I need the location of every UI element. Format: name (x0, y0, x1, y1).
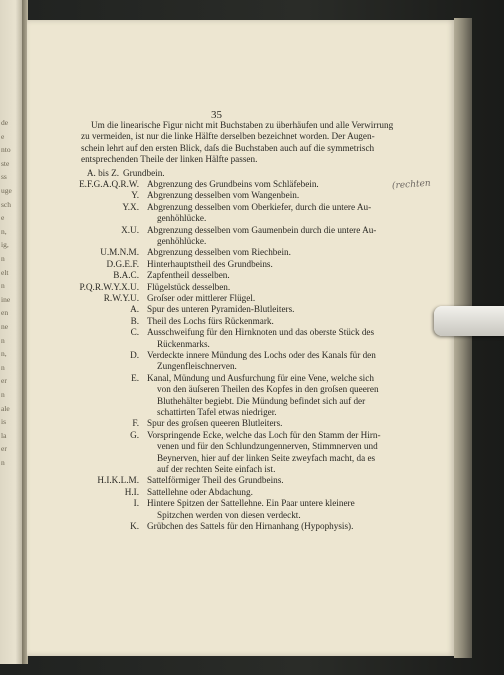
facing-page-fragment: la (1, 430, 7, 440)
page-marker-tab (434, 306, 504, 336)
handwritten-note: (rechten (391, 178, 432, 192)
facing-page-fragment: ig, (1, 240, 9, 250)
facing-page-fragment: ine (1, 294, 11, 304)
entry-description: Groſser oder mittlerer Flügel. (147, 293, 256, 303)
entry-description: genhöhlücke. (157, 236, 207, 246)
entry-code: H.I. (124, 486, 139, 497)
entry-description: venen und für den Schlundzungennerven, Stimmnerven und (157, 441, 378, 452)
entry-description: Hintere Spitzen der Sattellehne. Ein Paar untere kleinere (147, 498, 355, 509)
entry-description: auf der rechten Seite einfach ist. (157, 464, 276, 474)
entry-description: Abgrenzung desselben vom Riechbein. (147, 247, 291, 258)
entry-description: Grundbein. (123, 167, 165, 178)
entry-code: K. (130, 521, 139, 531)
entry-description: Beynerven, hier auf der linken Seite zweyfach macht, da es (157, 452, 376, 463)
facing-page-fragment: ss (1, 172, 7, 182)
entry-code: F. (132, 418, 139, 429)
entry-description: Hinterhauptstheil des Grundbeins. (147, 258, 273, 269)
facing-page-fragment: n (1, 335, 5, 345)
entry-description: Sattellehne oder Abdachung. (147, 486, 253, 497)
entry-description: von den äuſseren Theilen des Kopfes in den groſsen queeren (157, 384, 379, 395)
entry-code: B.A.C. (113, 270, 139, 281)
facing-page-fragment: n, (1, 226, 7, 236)
entry-description: Spur des groſsen queeren Blutleiters. (147, 418, 283, 429)
facing-page-fragment: n (1, 254, 5, 263)
entry-code: Y.X. (122, 201, 139, 212)
facing-page-fragment: n (1, 362, 5, 372)
intro-line: Um die linearische Figur nicht mit Buchstaben zu überhäufen und alle Verwirrung (91, 120, 394, 130)
facing-page-fragment: is (1, 417, 7, 427)
intro-line: zu vermeiden, ist nur die linke Hälfte derselben bezeichnet worden. Der Augen- (81, 131, 375, 142)
facing-page-fragment: ste (1, 158, 10, 168)
facing-page-fragment: n (1, 458, 5, 467)
facing-page-fragment: er (1, 444, 7, 454)
intro-line: entsprechenden Theile der linken Hälfte passen. (81, 154, 258, 165)
entry-description: Zungenfleischnerven. (157, 361, 237, 372)
entry-description: Abgrenzung desselben vom Wangenbein. (147, 190, 300, 201)
facing-page-fragment: sch (1, 199, 11, 209)
entry-description: Vorspringende Ecke, welche das Loch für den Stamm der Hirn- (147, 429, 381, 440)
entry-code: E. (131, 372, 139, 383)
page-stack-edge (454, 18, 472, 658)
entry-description: Abgrenzung desselben vom Oberkiefer, durch die untere Au- (147, 201, 372, 212)
entry-description: Sattelförmiger Theil des Grundbeins. (147, 475, 284, 486)
facing-page-fragment: ale (1, 403, 10, 413)
entry-code: B. (130, 315, 139, 326)
entry-description: Abgrenzung desselben vom Gaumenbein durch die untere Au- (147, 224, 377, 235)
entry-code: D. (130, 350, 139, 360)
entry-description: Spur des unteren Pyramiden-Blutleiters. (147, 304, 295, 315)
entry-code: U.M.N.M. (100, 247, 139, 258)
facing-page-fragment: n (1, 281, 5, 291)
facing-page-fragment: e (1, 213, 5, 223)
entry-description: Spitzchen werden von diesen verdeckt. (157, 509, 301, 520)
entry-description: Bluthehälter begiebt. Die Mündung befindet sich auf der (157, 395, 366, 406)
entry-code: R.W.Y.U. (103, 293, 139, 303)
entry-description: Flügelstück desselben. (147, 281, 231, 292)
entry-description: Grübchen des Sattels für den Hirnanhang (Hypophysis). (147, 521, 354, 531)
page-number: 35 (211, 109, 222, 121)
facing-page-fragment: nto (1, 145, 11, 155)
entry-code: A. (130, 304, 139, 315)
entry-code: C. (130, 327, 139, 338)
entry-code: X.U. (121, 224, 139, 235)
entry-code: I. (133, 498, 139, 509)
facing-page-fragment: uge (1, 186, 12, 195)
entry-code: E.F.G.A.Q.R.W. (79, 179, 139, 189)
facing-page-fragment: ne (1, 322, 9, 331)
entry-description: schattirten Tafel etwas niedriger. (157, 407, 277, 417)
intro-line: schein lehrt auf den ersten Blick, daſs die Buchstaben auch auf die symmetrisch (81, 142, 375, 153)
facing-page-fragment: n, (1, 349, 7, 359)
facing-page-fragment: er (1, 376, 7, 386)
entry-code: P.Q.R.W.Y.X.U. (79, 281, 139, 292)
facing-page-fragment: elt (1, 267, 9, 277)
book-page (27, 20, 454, 656)
entry-description: Ausschweifung für den Hirnknoten und das oberste Stück des (147, 327, 375, 338)
facing-page-fragment: e (1, 131, 5, 141)
entry-code: A. bis Z. (86, 167, 119, 178)
entry-code: D.G.E.F. (106, 258, 139, 269)
entry-description: Abgrenzung des Grundbeins vom Schläfebein. (147, 179, 319, 189)
entry-code: G. (130, 429, 139, 440)
facing-page-fragment: de (1, 118, 9, 127)
entry-description: Zapfentheil desselben. (147, 270, 230, 281)
entry-description: Verdeckte innere Mündung des Lochs oder des Kanals für den (147, 350, 376, 360)
entry-description: Theil des Lochs fürs Rückenmark. (147, 315, 274, 326)
entry-description: genhöhlücke. (157, 213, 207, 224)
facing-page-fragment: n (1, 390, 5, 399)
entry-code: Y. (131, 190, 139, 201)
entry-description: Rückenmarks. (157, 338, 210, 349)
entry-code: H.I.K.L.M. (97, 475, 139, 486)
facing-page-fragment: en (1, 308, 9, 318)
entry-description: Kanal, Mündung und Ausfurchung für eine Vene, welche sich (147, 372, 374, 383)
